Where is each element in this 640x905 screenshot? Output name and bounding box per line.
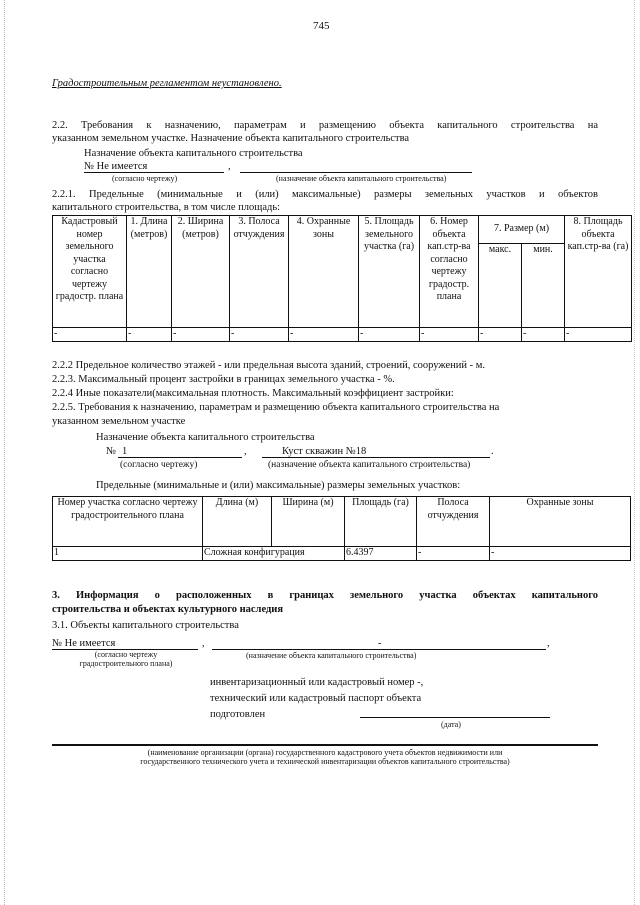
section-2-2-1-line1: 2.2.1. Предельные (минимальные и (или) максимальные) размеры земельных участков и объектов (52, 189, 598, 200)
t2-header-area: Площадь (га) (345, 497, 417, 547)
t1-header-object-area: 8. Площадь объекта кап.стр-ва (га) (565, 216, 632, 328)
number-prefix-2-2-5: № (106, 446, 117, 457)
t1-header-width: 2. Ширина (метров) (172, 216, 230, 328)
separator-2-2: , (228, 161, 231, 172)
regulation-note: Градостроительным регламентом неустановлено. (52, 78, 282, 89)
limits-title-2-2-5: Предельные (минимальные и (или) максимальные) размеры земельных участков: (96, 480, 461, 491)
end-2-2-5: . (491, 446, 494, 457)
section-3-heading-line1: 3. Информация о расположенных в границах земельного участка объектах капитального (52, 590, 598, 601)
caption-purpose-2-2: (назначение объекта капитального строительства) (276, 174, 447, 183)
underline-purpose-2-2 (240, 172, 472, 173)
t1-cell: - (230, 328, 289, 342)
caption-drawing-3-1: (согласно чертежу градостроительного плана) (79, 650, 173, 668)
purpose-title-2-2: Назначение объекта капитального строительства (84, 148, 303, 159)
t2-header-protected: Охранные зоны (490, 497, 631, 547)
purpose-value-2-2-5: Куст скважин №18 (282, 446, 367, 457)
t1-cell: - (289, 328, 359, 342)
end-3-1: , (547, 638, 550, 649)
caption-organization-1: (наименование организации (органа) государственного кадастрового учета объектов недвижимости или (147, 748, 503, 757)
t1-cell: - (420, 328, 479, 342)
section-3-heading-line2: строительства и объектах культурного наследия (52, 604, 284, 615)
t1-header-size: 7. Размер (м) (479, 216, 565, 244)
t1-header-cadastral: Кадастровый номер земельного участка согласно чертежу градостр. плана (53, 216, 127, 328)
section-3-1-title: 3.1. Объекты капитального строительства (52, 620, 239, 631)
inventory-number-line: инвентаризационный или кадастровый номер -, (210, 677, 424, 688)
line-2-2-2: 2.2.2 Предельное количество этажей - или предельная высота зданий, строений, сооружений - м. (52, 360, 485, 371)
underline-date (360, 717, 550, 718)
caption-organization-2: государственного технического учета и технической инвентаризации объектов капитального строительства) (140, 757, 510, 766)
limits-table-1 (52, 215, 632, 342)
line-2-2-5a: 2.2.5. Требования к назначению, параметрам и размещению объекта капитального строительства на (52, 402, 500, 413)
section-2-2-line1: 2.2. Требования к назначению, параметрам и размещению объекта капитального строительства на (52, 120, 598, 131)
caption-purpose-3-1: (назначение объекта капитального строительства) (246, 651, 417, 660)
separator-2-2-5: , (244, 446, 247, 457)
line-2-2-5b: указанном земельном участке (52, 416, 186, 427)
t1-cell: - (53, 328, 127, 342)
object-number-2-2: № Не имеется (84, 161, 148, 172)
t1-cell: - (565, 328, 632, 342)
underline-organization (52, 744, 598, 746)
t2-header-alienation: Полоса отчуждения (417, 497, 490, 547)
t1-cell: - (172, 328, 230, 342)
t1-cell: - (127, 328, 172, 342)
underline-purpose-2-2-5 (262, 457, 490, 458)
t1-cell: - (359, 328, 420, 342)
t1-header-object-number: 6. Номер объекта кап.стр-ва согласно чертежу градостр. плана (420, 216, 479, 328)
purpose-value-3-1: - (378, 638, 382, 649)
caption-purpose-2-2-5: (назначение объекта капитального строительства) (268, 460, 471, 470)
prepared-label: подготовлен (210, 709, 266, 720)
t1-cell: - (522, 328, 565, 342)
line-2-2-3: 2.2.3. Максимальный процент застройки в границах земельного участка - %. (52, 374, 395, 385)
t2-header-width: Ширина (м) (272, 497, 345, 547)
section-2-2-line2: указанном земельном участке. Назначение объекта капитального строительства (52, 133, 410, 144)
t1-header-alienation: 3. Полоса отчуждения (230, 216, 289, 328)
caption-drawing-2-2: (согласно чертежу) (112, 174, 178, 183)
t2-cell-area: 6.4397 (345, 547, 417, 561)
underline-number-2-2-5 (118, 457, 242, 458)
t1-header-protected: 4. Охранные зоны (289, 216, 359, 328)
object-number-3-1: № Не имеется (52, 638, 116, 649)
tech-passport-line: технический или кадастровый паспорт объекта (210, 693, 422, 704)
t2-header-length: Длина (м) (203, 497, 272, 547)
line-2-2-4: 2.2.4 Иные показатели(максимальная плотность. Максимальный коэффициент застройки: (52, 388, 454, 399)
separator-3-1: , (202, 638, 205, 649)
t2-cell-alienation: - (417, 547, 490, 561)
caption-date: (дата) (441, 720, 461, 729)
limits-table-2 (52, 496, 631, 561)
t1-subheader-max: макс. (479, 244, 522, 328)
t1-header-area: 5. Площадь земельного участка (га) (359, 216, 420, 328)
section-2-2-1-line2: капитального строительства, в том числе площадь: (52, 202, 281, 213)
t1-cell: - (479, 328, 522, 342)
object-number-2-2-5: 1 (122, 446, 128, 457)
t1-header-length: 1. Длина (метров) (127, 216, 172, 328)
scan-edge-left (4, 0, 6, 905)
t1-subheader-min: мин. (522, 244, 565, 328)
purpose-title-2-2-5: Назначение объекта капитального строительства (96, 432, 315, 443)
t2-header-plot-number: Номер участка согласно чертежу градостроительного плана (53, 497, 203, 547)
t2-cell-protected: - (490, 547, 631, 561)
underline-purpose-3-1 (212, 649, 546, 650)
underline-number-2-2 (84, 172, 224, 173)
caption-drawing-2-2-5: (согласно чертежу) (120, 460, 198, 470)
t2-cell-plot-number: 1 (53, 547, 203, 561)
t2-cell-configuration: Сложная конфигурация (203, 547, 345, 561)
scan-edge-right (634, 0, 636, 905)
page-number: 745 (313, 20, 330, 32)
